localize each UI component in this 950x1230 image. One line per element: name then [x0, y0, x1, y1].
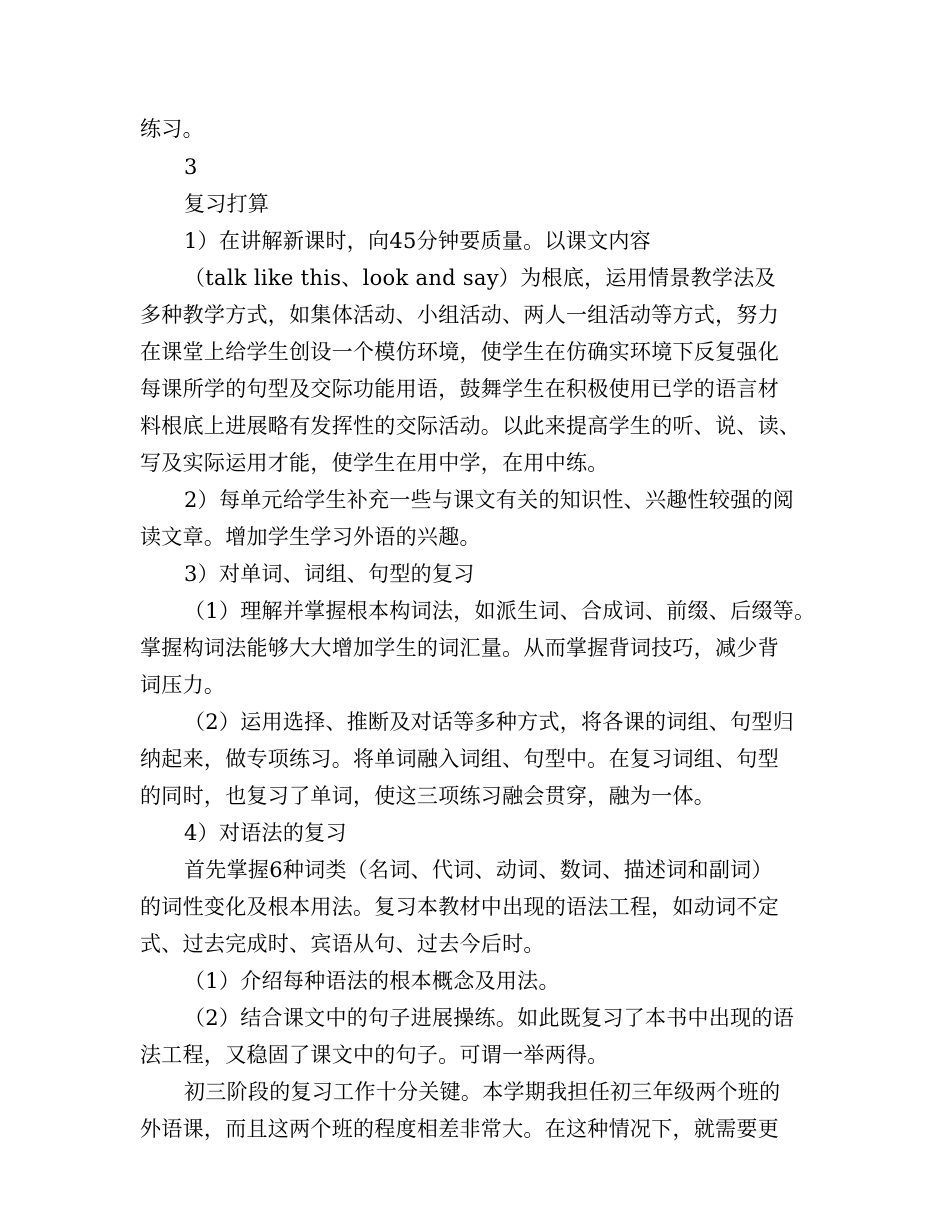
text-line: 掌握构词法能够大大增加学生的词汇量。从而掌握背词技巧，减少背: [140, 636, 779, 660]
section-heading: 复习打算: [184, 192, 270, 216]
text-line: 练习。: [140, 117, 204, 141]
text-line: 的词性变化及根本用法。复习本教材中出现的语法工程，如动词不定: [140, 895, 779, 919]
text-line: 的同时，也复习了单词，使这三项练习融会贯穿，融为一体。: [140, 784, 716, 808]
text-line: 2）每单元给学生补充一些与课文有关的知识性、兴趣性较强的阅: [184, 488, 795, 512]
text-line: （2）运用选择、推断及对话等多种方式，将各课的词组、句型归: [184, 710, 795, 734]
text-line: 纳起来，做专项练习。将单词融入词组、句型中。在复习词组、句型: [140, 747, 779, 771]
text-line: 首先掌握6种词类（名词、代词、动词、数词、描述词和副词）: [184, 858, 773, 882]
text-line: 每课所学的句型及交际功能用语，鼓舞学生在积极使用已学的语言材: [140, 377, 779, 401]
text-line: （1）介绍每种语法的根本概念及用法。: [184, 969, 560, 993]
text-line: （2）结合课文中的句子进展操练。如此既复习了本书中出现的语: [184, 1006, 795, 1030]
text-line: 式、过去完成时、宾语从句、过去今后时。: [140, 932, 545, 956]
text-line: （1）理解并掌握根本构词法，如派生词、合成词、前缀、后缀等。: [184, 599, 816, 623]
text-line: 多种教学方式，如集体活动、小组活动、两人一组活动等方式，努力: [140, 303, 779, 327]
text-line: 4）对语法的复习: [184, 821, 347, 845]
text-line: 写及实际运用才能，使学生在用中学，在用中练。: [140, 451, 609, 475]
text-line: 1）在讲解新课时，向45分钟要质量。以课文内容: [184, 229, 651, 253]
text-line: 词压力。: [140, 673, 226, 697]
text-line: 在课堂上给学生创设一个模仿环境，使学生在仿确实环境下反复强化: [140, 340, 779, 364]
text-line: （talk like this、look and say）为根底，运用情景教学法及: [184, 266, 776, 290]
text-line: 3: [184, 155, 198, 179]
text-line: 读文章。增加学生学习外语的兴趣。: [140, 525, 481, 549]
text-line: 初三阶段的复习工作十分关键。本学期我担任初三年级两个班的: [184, 1080, 781, 1104]
text-line: 法工程，又稳固了课文中的句子。可谓一举两得。: [140, 1043, 609, 1067]
text-line: 外语课，而且这两个班的程度相差非常大。在这种情况下，就需要更: [140, 1117, 779, 1141]
text-line: 料根底上进展略有发挥性的交际活动。以此来提高学生的听、说、读、: [140, 414, 801, 438]
text-line: 3）对单词、词组、句型的复习: [184, 562, 475, 586]
